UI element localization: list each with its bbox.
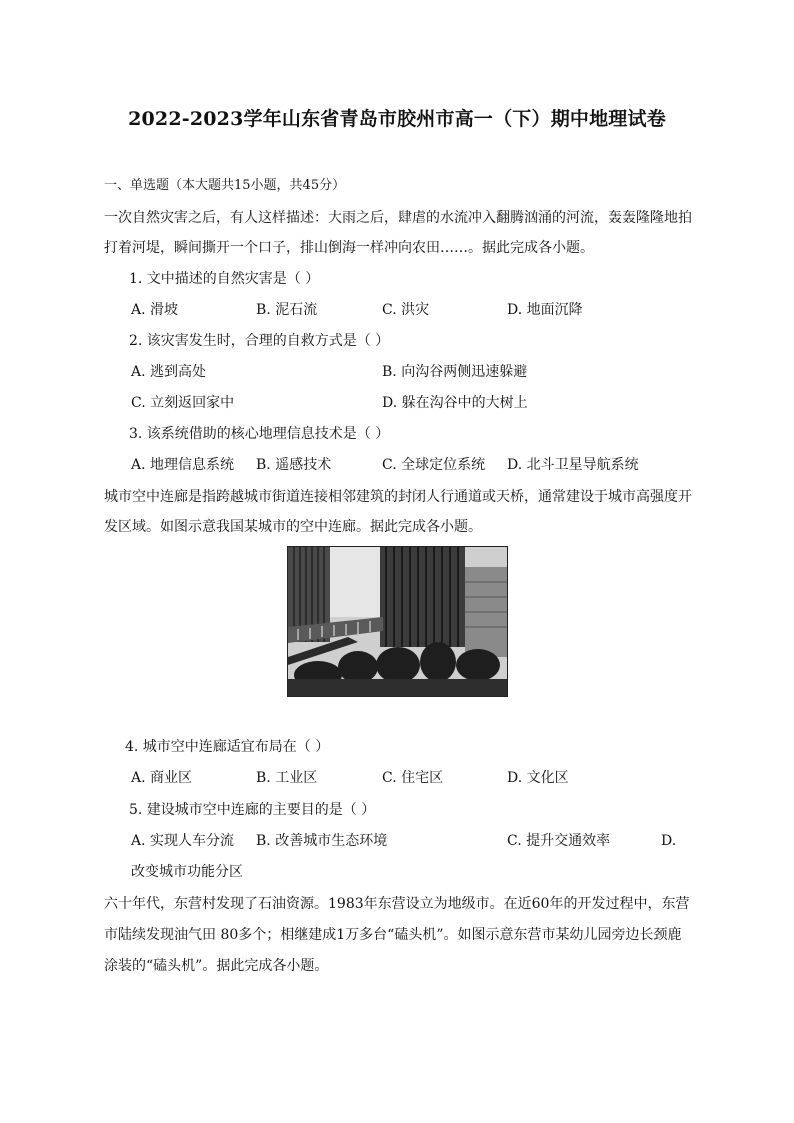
passage3-line1: 六十年代，东营村发现了石油资源。1983年东营设立为地级市。在近60年的开发过程中，东营: [104, 896, 690, 912]
q3-option-d: D. 北斗卫星导航系统: [507, 457, 639, 473]
q5-option-a: A. 实现人车分流: [131, 833, 235, 849]
q4-option-a: A. 商业区: [131, 770, 193, 786]
q1-option-b: B. 泥石流: [256, 302, 318, 318]
q4-option-b: B. 工业区: [256, 770, 318, 786]
q2-option-d: D. 躲在沟谷中的大树上: [382, 395, 528, 411]
passage3-line3: 涂装的“磕头机”。据此完成各小题。: [104, 958, 329, 974]
passage2-line2: 发区域。如图示意我国某城市的空中连廊。据此完成各小题。: [104, 519, 482, 535]
passage3-line2: 市陆续发现油气田 80多个；相继建成1万多台“磕头机”。如图示意东营市某幼儿园旁边长颈鹿: [104, 927, 682, 943]
q1-option-c: C. 洪灾: [382, 302, 430, 318]
q2-option-c: C. 立刻返回家中: [131, 395, 235, 411]
q2-option-b: B. 向沟谷两侧迅速躲避: [382, 364, 528, 380]
q1-option-d: D. 地面沉降: [507, 302, 583, 318]
question-3-stem: 3. 该系统借助的核心地理信息技术是（ ）: [129, 426, 390, 442]
q3-option-c: C. 全球定位系统: [382, 457, 486, 473]
q5-option-d: D.: [661, 833, 677, 849]
q3-option-b: B. 遥感技术: [256, 457, 332, 473]
exam-title: 2022-2023学年山东省青岛市胶州市高一（下）期中地理试卷: [128, 108, 666, 130]
question-5-stem: 5. 建设城市空中连廊的主要目的是（ ）: [129, 802, 376, 818]
passage1-line2: 打着河堤，瞬间撕开一个口子，排山倒海一样冲向农田……。据此完成各小题。: [104, 240, 594, 256]
sky-corridor-photo: [287, 546, 508, 697]
q2-option-a: A. 逃到高处: [131, 364, 207, 380]
passage2-line1: 城市空中连廊是指跨越城市街道连接相邻建筑的封闭人行通道或天桥，通常建设于城市高强度开: [104, 489, 692, 505]
q5-option-b: B. 改善城市生态环境: [256, 833, 388, 849]
question-4-stem: 4. 城市空中连廊适宜布局在（ ）: [125, 739, 330, 755]
q3-option-a: A. 地理信息系统: [131, 457, 235, 473]
q1-option-a: A. 滑坡: [131, 302, 179, 318]
question-1-stem: 1. 文中描述的自然灾害是（ ）: [129, 271, 320, 287]
q4-option-d: D. 文化区: [507, 770, 569, 786]
q4-option-c: C. 住宅区: [382, 770, 444, 786]
passage1-line1: 一次自然灾害之后，有人这样描述：大雨之后，肆虐的水流冲入翻腾汹涌的河流，轰轰隆隆地拍: [104, 210, 692, 226]
q5-option-d-text: 改变城市功能分区: [131, 864, 243, 880]
q5-option-c: C. 提升交通效率: [507, 833, 611, 849]
section-heading: 一、单选题（本大题共15小题，共45分）: [104, 178, 346, 193]
question-2-stem: 2. 该灾害发生时，合理的自救方式是（ ）: [129, 333, 390, 349]
